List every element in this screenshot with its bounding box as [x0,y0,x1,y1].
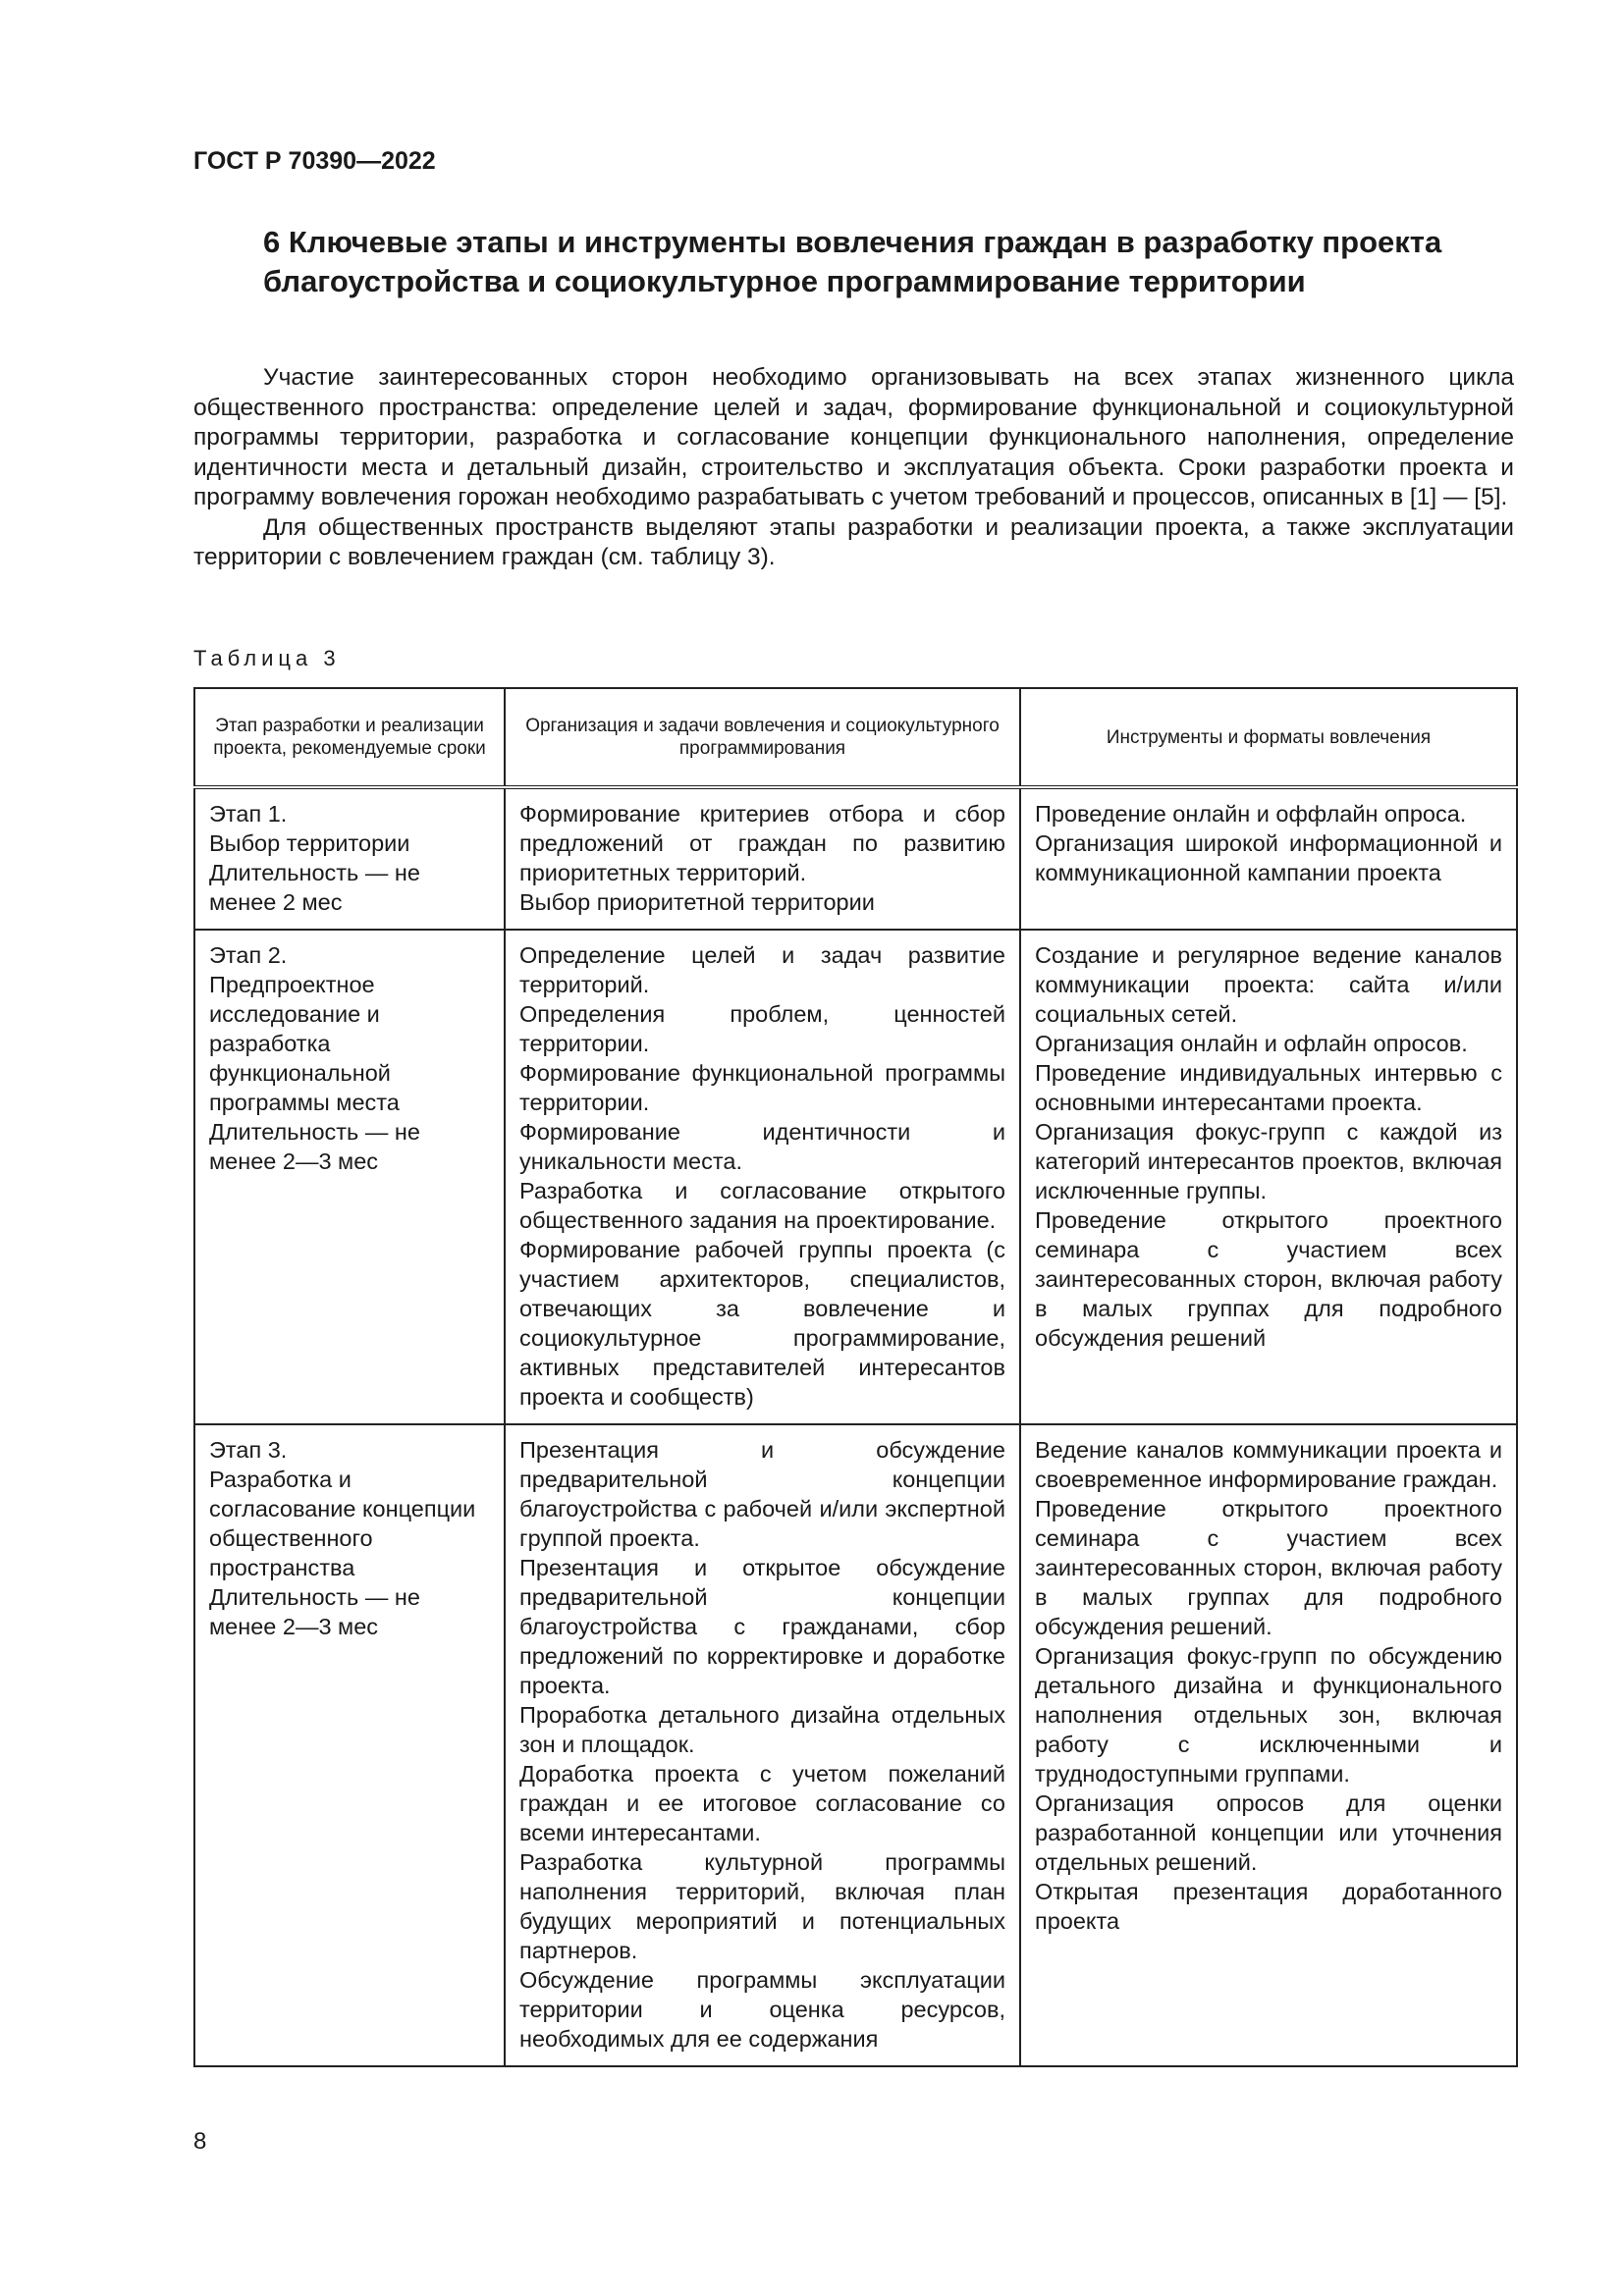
stage-cell-line: Этап 1. [209,801,288,827]
header-stage: Этап разработки и реализации проекта, рекомендуемые сроки [194,688,505,787]
header-tasks: Организация и задачи вовлечения и социокультурного программирования [505,688,1020,787]
tools-cell [1020,930,1517,1424]
document-code: ГОСТ Р 70390—2022 [193,147,436,175]
table-row [194,1424,1517,2066]
stage-cell-line: Длительность — не менее 2—3 мес [209,1119,420,1174]
tasks-cell-line: Доработка проекта с учетом пожеланий граждан и ее итоговое согласование со всеми интересантами. [519,1761,1005,1845]
page-number: 8 [193,2128,207,2155]
stage-cell [194,1424,505,2066]
stage-cell [194,787,505,930]
tools-cell-line: Ведение каналов коммуникации проекта и своевременное информирование граждан. [1035,1437,1502,1492]
table-row [194,787,1517,930]
tasks-cell-line: Формирование критериев отбора и сбор предложений от граждан по развитию приоритетных территорий. [519,801,1005,885]
tasks-cell-line: Проработка детального дизайна отдельных зон и площадок. [519,1702,1005,1757]
tasks-cell-line: Презентация и обсуждение предварительной концепции благоустройства с рабочей и/или экспертной группой проекта. [519,1437,1005,1551]
tasks-cell [505,930,1020,1424]
tasks-cell [505,787,1020,930]
tasks-cell-line: Выбор приоритетной территории [519,889,875,915]
stages-table [193,687,1518,2067]
tools-cell-line: Проведение онлайн и оффлайн опроса. [1035,801,1467,827]
tasks-cell-line: Обсуждение программы эксплуатации территории и оценка ресурсов, необходимых для ее содержания [519,1967,1005,2052]
stage-cell [194,930,505,1424]
stage-cell-line: Длительность — не менее 2—3 мес [209,1584,420,1639]
tools-cell-line: Организация опросов для оценки разработанной концепции или уточнения отдельных решений. [1035,1790,1502,1875]
stage-cell-line: Предпроектное исследование и разработка функциональной программы места [209,972,400,1115]
tools-cell-line: Создание и регулярное ведение каналов коммуникации проекта: сайта и/или социальных сетей. [1035,942,1502,1027]
paragraph: Участие заинтересованных сторон необходимо организовывать на всех этапах жизненного цикла общественного пространства: определение целей и задач, формирование функциональной и социокультурной программы территории, разработка и согласование концепции функционального наполнения, определение идентичности места и детальный дизайн, строительство и эксплуатация объекта. Сроки разработки проекта и программу вовлечения горожан необходимо разрабатывать с учетом требований и процессов, описанных в [1] — [5]. [193,364,1514,510]
tools-cell [1020,1424,1517,2066]
stage-cell-line: Этап 3. [209,1437,288,1463]
stage-cell-line: Длительность — не менее 2 мес [209,860,420,915]
table-header-row [194,688,1517,787]
tasks-cell-line: Разработка и согласование открытого общественного задания на проектирование. [519,1178,1005,1233]
table-caption: Таблица 3 [193,646,341,670]
tasks-cell [505,1424,1020,2066]
tools-cell-line: Открытая презентация доработанного проекта [1035,1879,1502,1934]
tasks-cell-line: Разработка культурной программы наполнения территорий, включая план будущих мероприятий и потенциальных партнеров. [519,1849,1005,1963]
tools-cell-line: Проведение индивидуальных интервью с основными интересантами проекта. [1035,1060,1502,1115]
tasks-cell-line: Формирование идентичности и уникальности места. [519,1119,1005,1174]
tasks-cell-line: Определение целей и задач развитие территорий. [519,942,1005,997]
table-row [194,930,1517,1424]
tasks-cell-line: Презентация и открытое обсуждение предварительной концепции благоустройства с гражданами, сбор предложений по корректировке и доработке проекта. [519,1555,1005,1698]
tasks-cell-line: Формирование функциональной программы территории. [519,1060,1005,1115]
section-title: 6 Ключевые этапы и инструменты вовлечения граждан в разработку проекта благоустройства и социокультурное программирование территории [263,225,1442,298]
stage-cell-line: Разработка и согласование концепции общественного пространства [209,1467,476,1580]
stage-cell-line: Выбор территории [209,830,410,856]
header-tools: Инструменты и форматы вовлечения [1020,688,1517,787]
body-text [193,363,1514,573]
tools-cell-line: Организация фокус-групп с каждой из категорий интересантов проектов, включая исключенные группы. [1035,1119,1502,1203]
tools-cell-line: Проведение открытого проектного семинара с участием всех заинтересованных сторон, включая работу в малых группах для подробного обсуждения решений [1035,1207,1502,1351]
paragraph: Для общественных пространств выделяют этапы разработки и реализации проекта, а также эксплуатации территории с вовлечением граждан (см. таблицу 3). [193,513,1514,570]
tools-cell-line: Организация фокус-групп по обсуждению детального дизайна и функционального наполнения отдельных зон, включая работу с исключенными и труднодоступными группами. [1035,1643,1502,1787]
tools-cell-line: Проведение открытого проектного семинара с участием всех заинтересованных сторон, включая работу в малых группах для подробного обсуждения решений. [1035,1496,1502,1639]
tasks-cell-line: Определения проблем, ценностей территории. [519,1001,1005,1056]
stage-cell-line: Этап 2. [209,942,288,968]
table-body [194,787,1517,2066]
tools-cell-line: Организация онлайн и офлайн опросов. [1035,1031,1468,1056]
tasks-cell-line: Формирование рабочей группы проекта (с участием архитекторов, специалистов, отвечающих за вовлечение и социокультурное программирование, активных представителей интересантов проекта и сообществ) [519,1237,1005,1410]
tools-cell-line: Организация широкой информационной и коммуникационной кампании проекта [1035,830,1502,885]
tools-cell [1020,787,1517,930]
